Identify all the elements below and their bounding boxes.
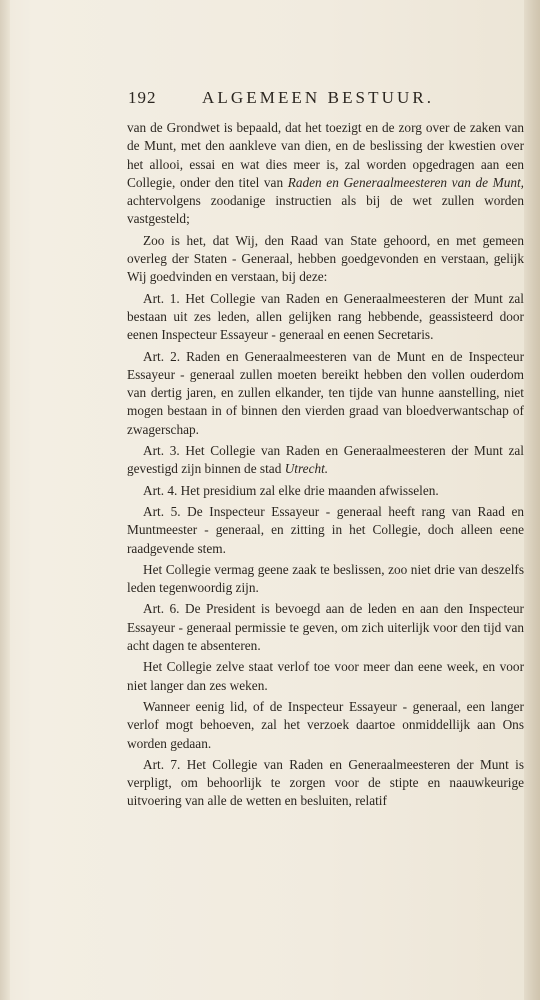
page-gutter-shadow	[0, 0, 10, 1000]
page-edge	[524, 0, 540, 1000]
paragraph-quorum: Het Collegie vermag geene zaak te beslissen, zoo niet drie van deszelfs leden tegenwoordig zijn.	[127, 561, 524, 596]
paragraph-extended-leave: Wanneer eenig lid, of de Inspecteur Essayeur - generaal, een langer verlof mogt behoeven, zal het verzoek daartoe onmiddellijk aan Ons worden gedaan.	[127, 698, 524, 751]
article-4: Art. 4. Het presidium zal elke drie maanden afwisselen.	[143, 482, 439, 498]
running-head: ALGEMEEN BESTUUR.	[202, 88, 435, 107]
preamble-text: van de Grondwet is bepaald, dat het toezigt en de zorg over de zaken van de Munt, met den aankleve van dien, en de beslissing der kwestien over het allooi, essai en wat dies meer is, zal worden opgedragen aan een Collegie, onder den titel van	[127, 120, 524, 190]
article-7: Art. 7. Het Collegie van Raden en Generaalmeesteren der Munt is verpligt, om behoorlijk te zorgen voor de stipte en naauwkeurige uitvoering van alle de wetten en besluiten, relatif	[127, 756, 524, 809]
article-1: Art. 1. Het Collegie van Raden en Generaalmeesteren der Munt zal bestaan uit zes leden, allen gelijken rang hebbende, geassisteerd door eenen Inspecteur Essayeur - generaal en eenen Secretaris.	[127, 290, 524, 343]
article-3	[127, 442, 524, 479]
preamble-italic: Raden en Generaalmeesteren van de Munt,	[287, 174, 525, 190]
article-5: Art. 5. De Inspecteur Essayeur - generaal heeft rang van Raad en Muntmeester - generaal, en zitting in het Collegie, doch alleen eene raadgevende stem.	[127, 503, 524, 556]
article-2: Art. 2. Raden en Generaalmeesteren van de Munt en de Inspecteur Essayeur - generaal zullen moeten bereikt hebben den vollen ouderdom van dertig jaren, en zullen elkander, ten tijde van hunne aanstelling, niet mogen bestaan in of binnen den vierden graad van bloedverwantschap of zwagerschap.	[127, 348, 524, 437]
article-3-italic: Utrecht.	[284, 461, 329, 477]
page-header	[128, 88, 478, 112]
page-number: 192	[128, 88, 157, 107]
paragraph-preamble	[127, 119, 524, 229]
preamble-tail: achtervolgens zoodanige instructien als bij de wet zullen worden vastgesteld;	[127, 193, 524, 227]
paragraph-decree: Zoo is het, dat Wij, den Raad van State gehoord, en met gemeen overleg der Staten - Generaal, hebben goedgevonden en verstaan, gelijk Wij goedvinden en verstaan, bij deze:	[127, 232, 524, 285]
body-text	[127, 119, 524, 814]
article-3-text: Art. 3. Het Collegie van Raden en Generaalmeesteren der Munt zal gevestigd zijn binnen de stad	[127, 443, 524, 477]
article-6: Art. 6. De President is bevoegd aan de leden en aan den Inspecteur Essayeur - generaal permissie te geven, om zich uiterlijk voor den tijd van acht dagen te absenteren.	[127, 601, 524, 654]
paragraph-leave: Het Collegie zelve staat verlof toe voor meer dan eene week, en voor niet langer dan zes weken.	[127, 659, 524, 693]
